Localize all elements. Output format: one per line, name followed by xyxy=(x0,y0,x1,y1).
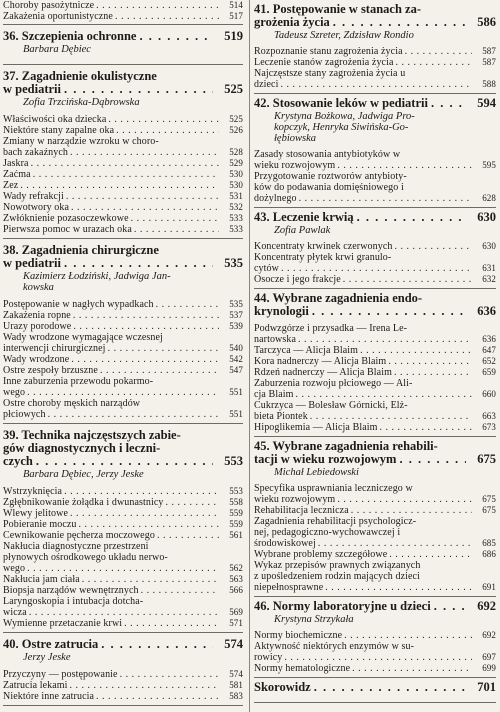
entry-title: Nakłucia jam ciała . . . xyxy=(3,574,219,585)
entry-page-number: 528 xyxy=(219,147,243,158)
toc-entry[interactable] xyxy=(254,252,496,274)
entry-title: Rehabilitacja lecznicza . . . xyxy=(254,505,472,516)
chapter-page-number: 675 xyxy=(466,453,496,466)
toc-entry[interactable] xyxy=(3,680,243,691)
entry-title: Tarczyca — Alicja Blaim . . . xyxy=(254,345,472,356)
chapter-heading[interactable] xyxy=(254,3,496,29)
toc-entry[interactable] xyxy=(3,136,243,158)
entry-page-number: 673 xyxy=(472,422,496,433)
entry-title: Zatrucia lekami . . . xyxy=(3,680,219,691)
toc-entry[interactable] xyxy=(3,332,243,354)
entry-title: Nakłucia diagnostyczne przestrzeni płynowych ośrodkowego układu nerwo- wego . . . xyxy=(3,541,219,574)
entry-title: Wybrane problemy szczegółowe . . . xyxy=(254,549,472,560)
toc-entry[interactable] xyxy=(3,180,243,191)
chapter-page-number: 525 xyxy=(213,83,243,96)
entry-page-number: 540 xyxy=(219,343,243,354)
chapter-heading[interactable] xyxy=(254,600,496,613)
toc-entry[interactable] xyxy=(3,114,243,125)
entry-page-number: 631 xyxy=(472,263,496,274)
toc-entry[interactable] xyxy=(3,0,243,11)
entry-title: Przygotowanie roztworów antybioty- ków do podawania domięśniowego i dożylnego . . . xyxy=(254,171,472,204)
chapter-authors: Barbara Dębiec xyxy=(23,44,91,55)
entry-page-number: 588 xyxy=(472,79,496,90)
toc-entry[interactable] xyxy=(3,519,243,530)
chapter-heading[interactable] xyxy=(3,244,243,270)
entry-page-number: 551 xyxy=(219,387,243,398)
entry-title: Normy hematologiczne . . . xyxy=(254,663,472,674)
entry-title: Hipoglikemia — Alicja Blaim . . . xyxy=(254,422,472,433)
entry-page-number: 569 xyxy=(219,607,243,618)
section-divider xyxy=(3,705,243,706)
toc-entry[interactable] xyxy=(3,202,243,213)
chapter-authors: Michał Lebiedowski xyxy=(274,467,359,478)
toc-entry[interactable] xyxy=(3,376,243,398)
entry-page-number: 525 xyxy=(219,114,243,125)
toc-entry[interactable] xyxy=(3,691,243,702)
entry-page-number: 530 xyxy=(219,180,243,191)
toc-entry[interactable] xyxy=(3,191,243,202)
entry-page-number: 533 xyxy=(219,224,243,235)
entry-title: Postępowanie w nagłych wypadkach . . . xyxy=(3,299,219,310)
chapter-page-number: 574 xyxy=(213,638,243,651)
toc-entry[interactable] xyxy=(254,171,496,204)
entry-title: Ostre zespoły brzuszne . . . xyxy=(3,365,219,376)
entry-page-number: 532 xyxy=(219,202,243,213)
toc-entry[interactable] xyxy=(3,299,243,310)
chapter-heading[interactable] xyxy=(3,30,243,43)
entry-title: Zaćma . . . xyxy=(3,169,219,180)
entry-title: Przyczyny — postępowanie . . . xyxy=(3,669,219,680)
toc-entry[interactable] xyxy=(3,11,243,22)
entry-page-number: 514 xyxy=(219,0,243,11)
entry-title: Niektóre stany zapalne oka . . . xyxy=(3,125,219,136)
toc-entry[interactable] xyxy=(3,508,243,519)
entry-page-number: 531 xyxy=(219,191,243,202)
toc-entry[interactable] xyxy=(254,516,496,549)
toc-entry[interactable] xyxy=(254,68,496,90)
toc-entry[interactable] xyxy=(3,497,243,508)
entry-page-number: 539 xyxy=(219,321,243,332)
chapter-page-number: 586 xyxy=(466,16,496,29)
toc-entry[interactable] xyxy=(254,345,496,356)
toc-entry[interactable] xyxy=(254,505,496,516)
toc-entry[interactable] xyxy=(3,486,243,497)
entry-page-number: 571 xyxy=(219,618,243,629)
entry-page-number: 562 xyxy=(219,563,243,574)
entry-page-number: 530 xyxy=(219,169,243,180)
entry-page-number: 526 xyxy=(219,125,243,136)
entry-page-number: 699 xyxy=(472,663,496,674)
entry-title: Choroby pasożytnicze . . . xyxy=(3,0,219,11)
entry-title: Zasady stosowania antybiotyków w wieku rozwojowym . . . xyxy=(254,149,472,171)
toc-entry[interactable] xyxy=(3,585,243,596)
entry-page-number: 547 xyxy=(219,365,243,376)
chapter-title: 37. Zagadnienie okulistyczne w pediatrii . . . xyxy=(3,70,213,96)
chapter-authors: Kazimierz Łodziński, Jadwiga Jan- kowska xyxy=(23,271,171,293)
toc-entry[interactable] xyxy=(3,365,243,376)
column-divider xyxy=(249,0,250,712)
toc-entry[interactable] xyxy=(3,574,243,585)
toc-entry[interactable] xyxy=(3,530,243,541)
left-column xyxy=(3,0,243,706)
entry-title: Wlewy jelitowe . . . xyxy=(3,508,219,519)
entry-page-number: 692 xyxy=(472,630,496,641)
entry-page-number: 595 xyxy=(472,160,496,171)
toc-entry[interactable] xyxy=(254,378,496,400)
entry-page-number: 542 xyxy=(219,354,243,365)
entry-title: Wykaz przepisów prawnych związanych z upośledzeniem rodzin mających dzieci niepełnosprawne . . . xyxy=(254,560,472,593)
chapter-page-number: 553 xyxy=(213,455,243,468)
toc-entry[interactable] xyxy=(3,596,243,618)
entry-page-number: 659 xyxy=(472,367,496,378)
entry-title: Zwłóknienie pozasoczewkowe . . . xyxy=(3,213,219,224)
toc-entry[interactable] xyxy=(3,158,243,169)
chapter-heading[interactable] xyxy=(254,97,496,110)
entry-page-number: 559 xyxy=(219,519,243,530)
entry-page-number: 675 xyxy=(472,494,496,505)
entry-title: Wady refrakcji . . . xyxy=(3,191,219,202)
entry-title: Kora nadnerczy — Alicja Blaim . . . xyxy=(254,356,472,367)
chapter-title: 46. Normy laboratoryjne u dzieci . . . xyxy=(254,600,466,613)
entry-title: Koncentraty płytek krwi granulo- cytów . . . xyxy=(254,252,472,274)
entry-page-number: 587 xyxy=(472,46,496,57)
entry-title: Urazy porodowe . . . xyxy=(3,321,219,332)
toc-entry[interactable] xyxy=(254,483,496,505)
entry-title: Wady wrodzone . . . xyxy=(3,354,219,365)
chapter-title: 36. Szczepienia ochronne . . . xyxy=(3,30,213,43)
toc-entry[interactable] xyxy=(3,398,243,420)
entry-title: Niektóre inne zatrucia . . . xyxy=(3,691,219,702)
entry-title: Zez . . . xyxy=(3,180,219,191)
toc-entry[interactable] xyxy=(254,149,496,171)
toc-entry[interactable] xyxy=(254,241,496,252)
entry-title: Osocze i jego frakcje . . . xyxy=(254,274,472,285)
toc-entry[interactable] xyxy=(3,618,243,629)
chapter-title: 42. Stosowanie leków w pediatrii . . . xyxy=(254,97,466,110)
entry-page-number: 630 xyxy=(472,241,496,252)
entry-title: Inne zaburzenia przewodu pokarmo- wego . . . xyxy=(3,376,219,398)
entry-title: Laryngoskopia i intubacja dotcha- wicza . . . xyxy=(3,596,219,618)
entry-title: Rozpoznanie stanu zagrożenia życia . . . xyxy=(254,46,472,57)
entry-page-number: 535 xyxy=(219,299,243,310)
toc-entry[interactable] xyxy=(3,669,243,680)
toc-entry[interactable] xyxy=(254,367,496,378)
entry-page-number: 537 xyxy=(219,310,243,321)
toc-entry[interactable] xyxy=(3,213,243,224)
toc-entry[interactable] xyxy=(254,663,496,674)
chapter-page-number: 692 xyxy=(466,600,496,613)
entry-title: Aktywność niektórych enzymów w su- rowicy . . . xyxy=(254,641,472,663)
toc-entry[interactable] xyxy=(3,354,243,365)
chapter-title: 45. Wybrane zagadnienia rehabili- tacji w wieku rozwojowym . . . xyxy=(254,440,466,466)
entry-page-number: 691 xyxy=(472,582,496,593)
entry-page-number: 551 xyxy=(219,409,243,420)
entry-title: Cukrzyca — Bolesław Górnicki, Elż- bieta Piontek . . . xyxy=(254,400,472,422)
right-column xyxy=(254,0,496,703)
chapter-page-number: 636 xyxy=(466,305,496,318)
chapter-heading[interactable] xyxy=(3,429,243,468)
entry-title: Zmiany w narządzie wzroku w choro- bach zakaźnych . . . xyxy=(3,136,219,158)
chapter-title: Skorowidz . . . xyxy=(254,681,466,694)
entry-title: Wymienne przetaczanie krwi . . . xyxy=(3,618,219,629)
entry-page-number: 574 xyxy=(219,669,243,680)
entry-title: Pierwsza pomoc w urazach oka . . . xyxy=(3,224,219,235)
entry-page-number: 517 xyxy=(219,11,243,22)
toc-entry[interactable] xyxy=(254,57,496,68)
entry-page-number: 561 xyxy=(219,530,243,541)
chapter-authors: Zofia Trzcińska-Dąbrowska xyxy=(23,97,140,108)
chapter-page-number: 630 xyxy=(466,211,496,224)
toc-entry[interactable] xyxy=(3,310,243,321)
entry-title: Specyfika usprawniania leczniczego w wieku rozwojowym . . . xyxy=(254,483,472,505)
chapter-heading[interactable] xyxy=(3,70,243,96)
entry-page-number: 697 xyxy=(472,652,496,663)
entry-page-number: 563 xyxy=(219,574,243,585)
entry-page-number: 529 xyxy=(219,158,243,169)
chapter-title: 39. Technika najczęstszych zabie- gów diagnostycznych i leczni- czych . . . xyxy=(3,429,213,468)
chapter-title: 43. Leczenie krwią . . . xyxy=(254,211,466,224)
entry-title: Rdzeń nadnerczy — Alicja Blaim . . . xyxy=(254,367,472,378)
toc-entry[interactable] xyxy=(254,274,496,285)
entry-title: Zgłębnikowanie żołądka i dwunastnicy . . . xyxy=(3,497,219,508)
chapter-title: 41. Postępowanie w stanach za- grożenia życia . . . xyxy=(254,3,466,29)
entry-page-number: 660 xyxy=(472,389,496,400)
chapter-heading[interactable] xyxy=(3,638,243,651)
chapter-page-number: 701 xyxy=(466,681,496,694)
chapter-title: 44. Wybrane zagadnienia endo- krynologii . . . xyxy=(254,292,466,318)
toc-entry[interactable] xyxy=(254,422,496,433)
chapter-heading[interactable] xyxy=(254,440,496,466)
entry-title: Wstrzyknięcia . . . xyxy=(3,486,219,497)
chapter-heading[interactable] xyxy=(254,211,496,224)
entry-page-number: 675 xyxy=(472,505,496,516)
chapter-authors: Tadeusz Szreter, Zdzisław Rondio xyxy=(274,30,414,41)
chapter-page-number: 519 xyxy=(213,30,243,43)
chapter-heading[interactable] xyxy=(254,292,496,318)
entry-title: Właściwości oka dziecka . . . xyxy=(3,114,219,125)
toc-entry[interactable] xyxy=(254,630,496,641)
entry-title: Zaburzenia rozwoju płciowego — Ali- cja Blaim . . . xyxy=(254,378,472,400)
chapter-authors: Krystyna Strzykała xyxy=(274,614,354,625)
chapter-title: 40. Ostre zatrucia . . . xyxy=(3,638,213,651)
toc-entry[interactable] xyxy=(254,46,496,57)
entry-page-number: 566 xyxy=(219,585,243,596)
entry-page-number: 587 xyxy=(472,57,496,68)
entry-page-number: 583 xyxy=(219,691,243,702)
toc-entry[interactable] xyxy=(254,549,496,560)
entry-title: Nowotwory oka . . . xyxy=(3,202,219,213)
entry-page-number: 663 xyxy=(472,411,496,422)
chapter-title: 38. Zagadnienia chirurgiczne w pediatrii . . . xyxy=(3,244,213,270)
entry-page-number: 559 xyxy=(219,508,243,519)
toc-entry[interactable] xyxy=(254,641,496,663)
toc-entry[interactable] xyxy=(3,169,243,180)
toc-entry[interactable] xyxy=(254,323,496,345)
entry-title: Zakażenia ropne . . . xyxy=(3,310,219,321)
entry-title: Podwzgórze i przysadka — Irena Le- nartowska . . . xyxy=(254,323,472,345)
entry-page-number: 652 xyxy=(472,356,496,367)
toc-entry[interactable] xyxy=(3,224,243,235)
chapter-authors: Barbara Dębiec, Jerzy Jeske xyxy=(23,469,144,480)
toc-entry[interactable] xyxy=(3,125,243,136)
entry-title: Biopsja narządów wewnętrznych . . . xyxy=(3,585,219,596)
entry-title: Normy biochemiczne . . . xyxy=(254,630,472,641)
entry-page-number: 636 xyxy=(472,334,496,345)
entry-title: Ostre choroby męskich narządów płciowych . . . xyxy=(3,398,219,420)
entry-page-number: 632 xyxy=(472,274,496,285)
entry-title: Koncentraty krwinek czerwonych . . . xyxy=(254,241,472,252)
toc-entry[interactable] xyxy=(3,321,243,332)
entry-title: Zagadnienia rehabilitacji psychologicz- nej, pedagogiczno-wychowawczej i środowiskowej . . . xyxy=(254,516,472,549)
entry-page-number: 686 xyxy=(472,549,496,560)
entry-page-number: 558 xyxy=(219,497,243,508)
entry-title: Najczęstsze stany zagrożenia życia u dzieci . . . xyxy=(254,68,472,90)
entry-title: Zakażenia oportunistyczne . . . xyxy=(3,11,219,22)
entry-title: Pobieranie moczu . . . xyxy=(3,519,219,530)
chapter-page-number: 535 xyxy=(213,257,243,270)
chapter-authors: Zofia Pawlak xyxy=(274,225,331,236)
entry-title: Cewnikowanie pęcherza moczowego . . . xyxy=(3,530,219,541)
entry-page-number: 647 xyxy=(472,345,496,356)
entry-page-number: 685 xyxy=(472,538,496,549)
chapter-authors: Krystyna Bożkowa, Jadwiga Pro- kopczyk, Henryka Siwińska-Go- łębiowska xyxy=(274,111,415,144)
chapter-authors: Jerzy Jeske xyxy=(23,652,71,663)
chapter-heading[interactable] xyxy=(254,681,496,694)
entry-title: Wady wrodzone wymagające wczesnej interwencji chirurgicznej . . . xyxy=(3,332,219,354)
entry-title: Leczenie stanów zagrożenia życia . . . xyxy=(254,57,472,68)
entry-page-number: 533 xyxy=(219,213,243,224)
entry-page-number: 553 xyxy=(219,486,243,497)
toc-entry[interactable] xyxy=(254,400,496,422)
entry-page-number: 581 xyxy=(219,680,243,691)
entry-title: Jaskra . . . xyxy=(3,158,219,169)
section-divider xyxy=(254,702,496,703)
toc-entry[interactable] xyxy=(254,560,496,593)
entry-page-number: 628 xyxy=(472,193,496,204)
toc-entry[interactable] xyxy=(254,356,496,367)
toc-entry[interactable] xyxy=(3,541,243,574)
chapter-page-number: 594 xyxy=(466,97,496,110)
